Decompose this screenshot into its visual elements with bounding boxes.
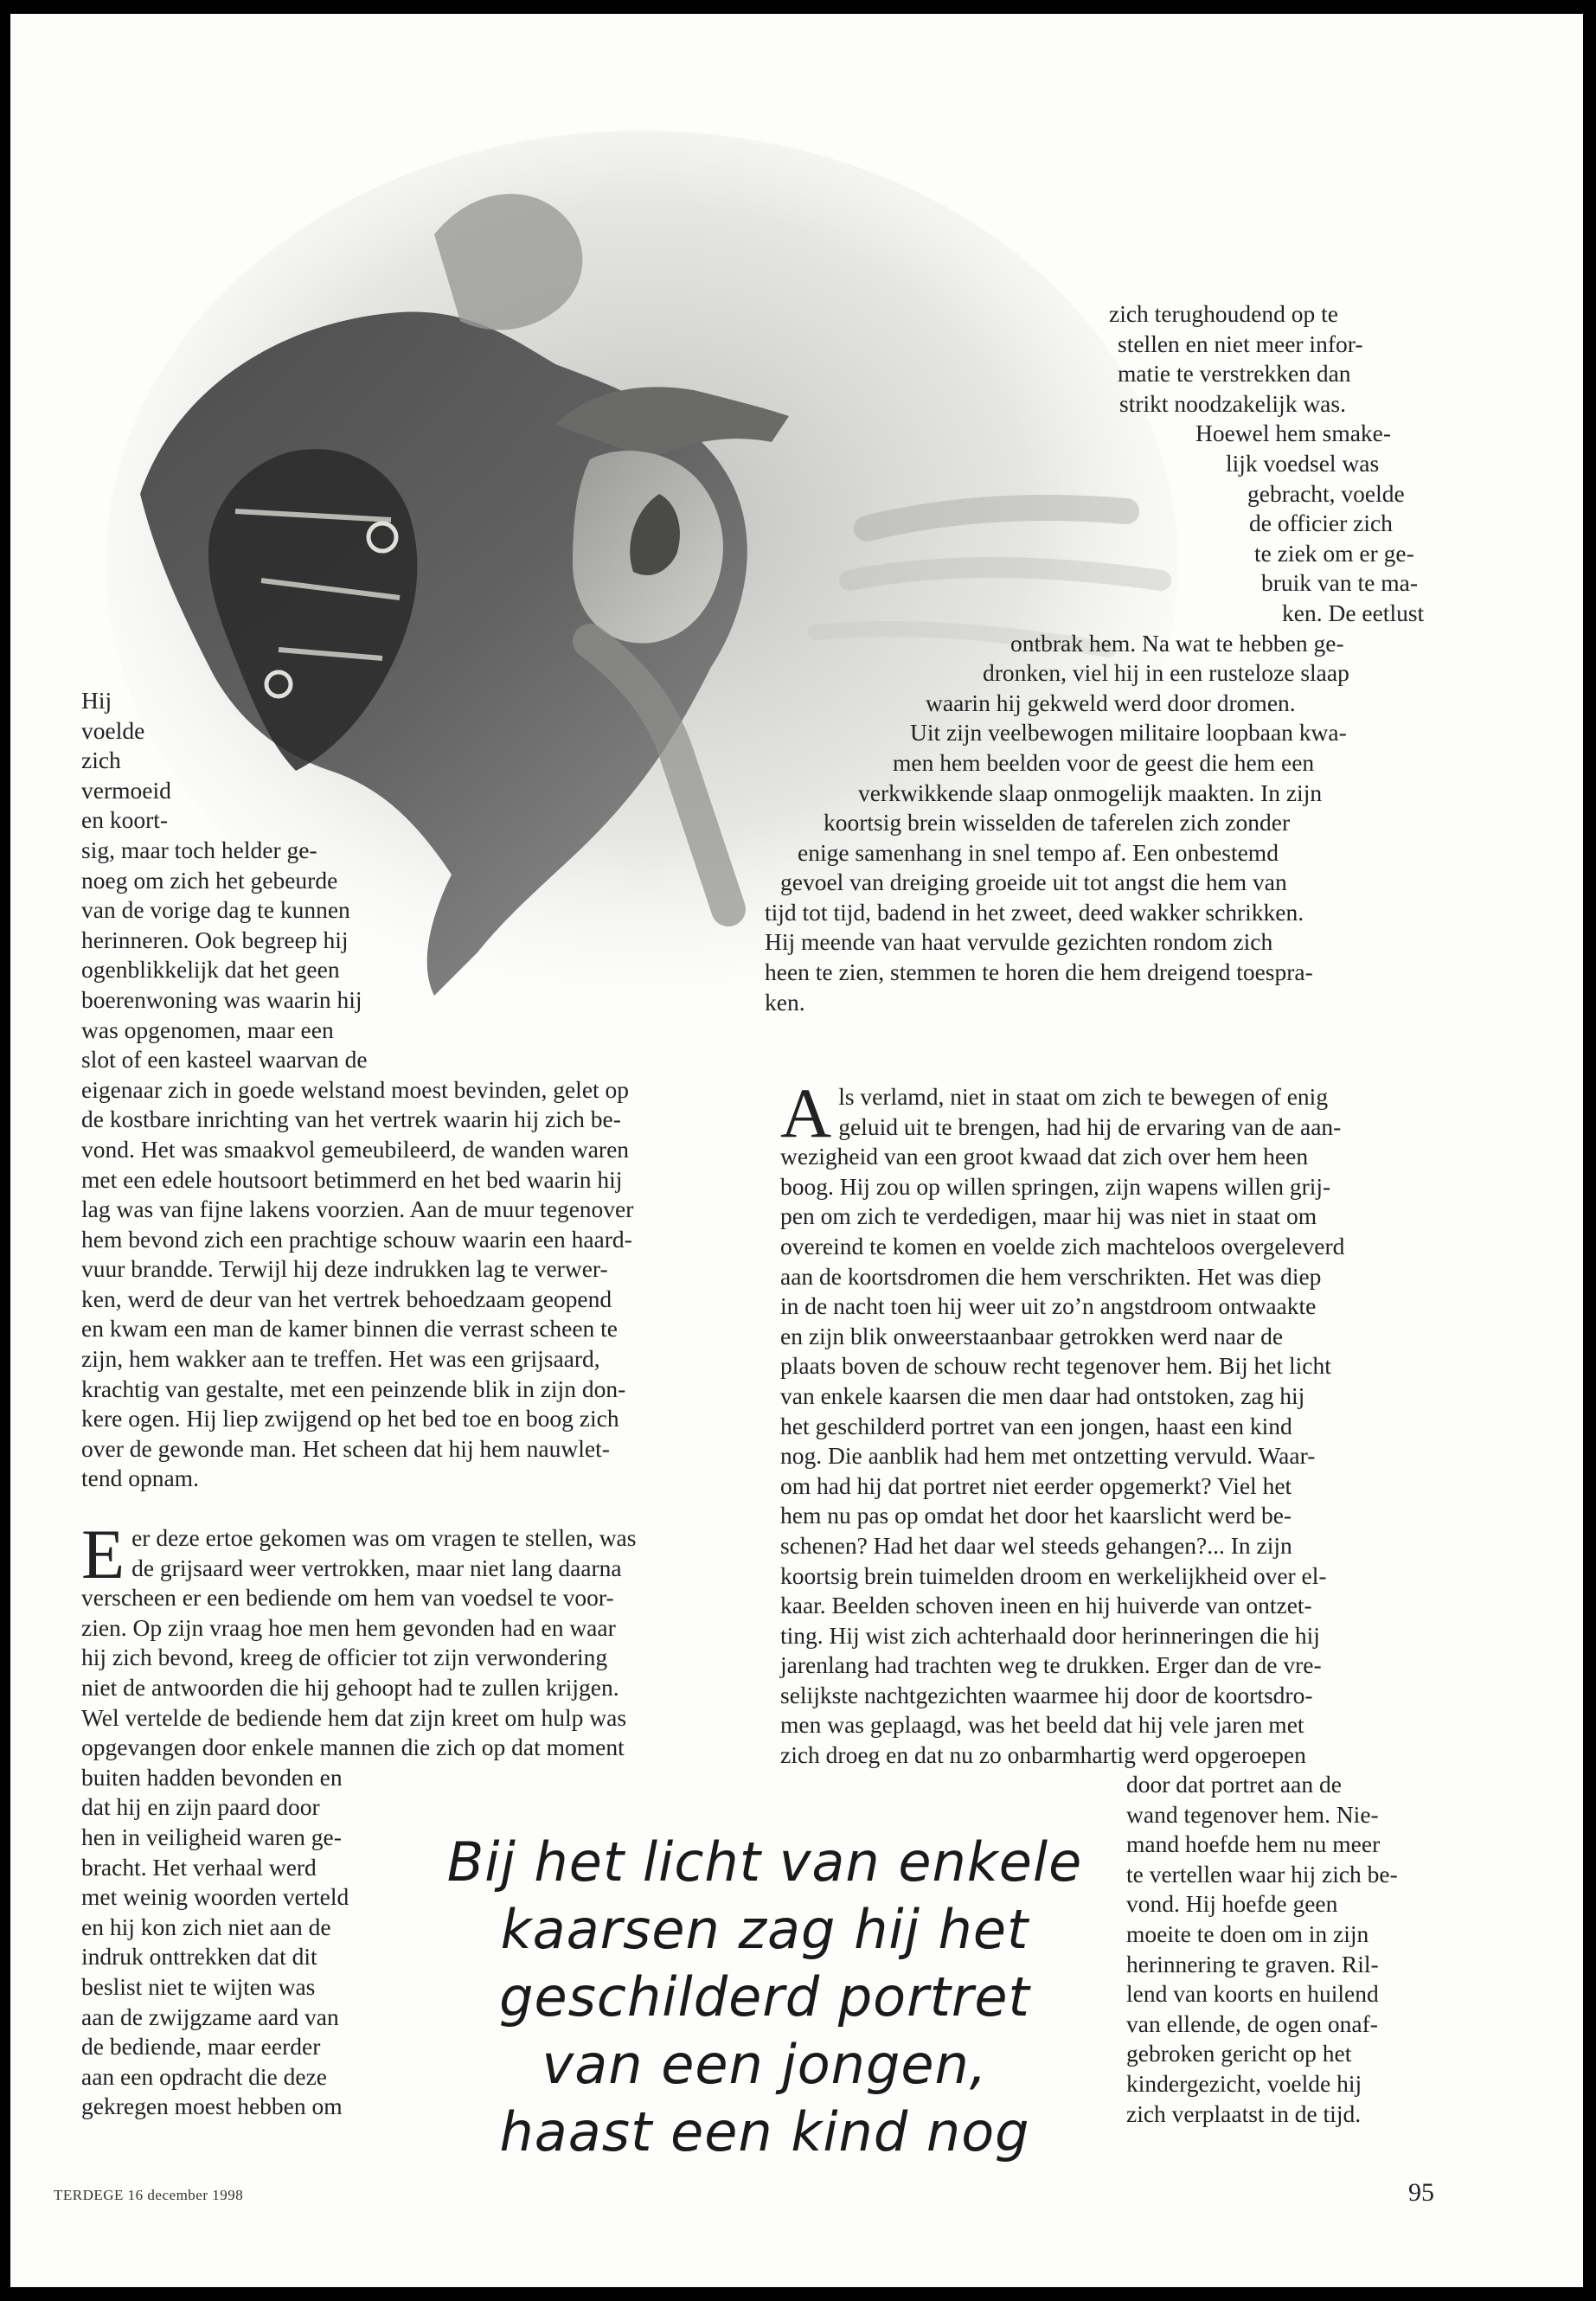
text-line: ls verlamd, niet in staat om zich te bewegen of enig [838, 1083, 1329, 1110]
text-line: heen te zien, stemmen te horen die hem dreigend toespra- [765, 958, 1313, 986]
text-line: ken, werd de deur van het vertrek behoedzaam geopend [81, 1285, 612, 1312]
text-line: gebroken gericht op het [1126, 2040, 1352, 2067]
magazine-page [10, 14, 1583, 2287]
pull-quote-line: haast een kind nog [499, 2100, 1030, 2163]
text-line: de kostbare inrichting van het vertrek waarin hij zich be- [81, 1106, 621, 1133]
text-line: door dat portret aan de [1126, 1771, 1342, 1798]
text-line: niet de antwoorden die hij gehoopt had te zullen krijgen. [81, 1674, 619, 1701]
text-line: vond. Het was smaakvol gemeubileerd, de wanden waren [81, 1135, 630, 1163]
text-line: van ellende, de ogen onaf- [1126, 2009, 1378, 2037]
text-line: zien. Op zijn vraag hoe men hem gevonden had en waar [81, 1613, 616, 1641]
text-line: Uit zijn veelbewogen militaire loopbaan kwa- [910, 719, 1347, 747]
text-line: bracht. Het verhaal werd [81, 1853, 317, 1881]
text-line: de bediende, maar eerder [81, 2033, 321, 2061]
text-line: plaats boven de schouw recht tegenover hem. Bij het licht [780, 1352, 1331, 1380]
text-line: bruik van te ma- [1261, 569, 1418, 597]
text-line: slot of een kasteel waarvan de [81, 1046, 368, 1074]
text-line: ken. De eetlust [1282, 599, 1425, 626]
text-line: selijkste nachtgezichten waarmee hij door de koortsdro- [780, 1681, 1313, 1708]
text-line: koortsig brein tuimelden droom en werkelijkheid over el- [780, 1561, 1327, 1589]
text-line: geluid uit te brengen, had hij de ervaring van de aan- [838, 1112, 1342, 1140]
article-column-right-bottom [780, 1074, 1438, 1771]
text-line: de grijsaard weer vertrokken, maar niet lang daarna [131, 1554, 622, 1581]
text-line: aan de koortsdromen die hem verschrikten. Het was diep [780, 1262, 1322, 1290]
text-line: ontbrak hem. Na wat te hebben ge- [1010, 629, 1344, 657]
text-line: aan een opdracht die deze [81, 2062, 327, 2090]
drop-cap: A [780, 1074, 832, 1152]
text-line: krachtig van gestalte, met een peinzende blik in zijn don- [81, 1375, 626, 1402]
pull-quote-line: kaarsen zag hij het [500, 1898, 1029, 1961]
text-line: lend van koorts en huilend [1126, 1980, 1379, 2008]
text-line: en koort- [81, 806, 169, 834]
text-line: hem bevond zich een prachtige schouw waarin een haard- [81, 1225, 632, 1253]
text-line: wezigheid van een groot kwaad dat zich over hem heen [780, 1143, 1309, 1170]
text-line: kindergezicht, voelde hij [1126, 2069, 1362, 2097]
text-line: Hoewel hem smake- [1195, 420, 1392, 447]
text-line: jarenlang had trachten weg te drukken. Erger dan de vre- [780, 1651, 1322, 1679]
text-line: dat hij en zijn paard door [81, 1793, 320, 1821]
text-line: enige samenhang in snel tempo af. Een onbestemd [798, 838, 1279, 866]
text-line: er deze ertoe gekomen was om vragen te stellen, was [131, 1524, 637, 1552]
text-line: aan de zwijgzame aard van [81, 2003, 339, 2030]
pull-quote [419, 1829, 1111, 2166]
text-line: zich verplaatst in de tijd. [1126, 2099, 1362, 2127]
text-line: schenen? Had het daar wel steeds gehangen?... In zijn [780, 1531, 1292, 1559]
text-line: gekregen moest hebben om [81, 2093, 343, 2120]
text-line: kere ogen. Hij liep zwijgend op het bed toe en boog zich [81, 1405, 619, 1433]
text-line: de officier zich [1249, 510, 1393, 537]
text-line: en hij kon zich niet aan de [81, 1913, 331, 1940]
text-line: en kwam een man de kamer binnen die verrast scheen te [81, 1315, 619, 1343]
article-column-right-top [765, 299, 1481, 1017]
article-column-right-narrow [1126, 1770, 1472, 2129]
text-line: tend opnam. [81, 1465, 199, 1492]
text-line: nog. Die aanblik had hem met ontzetting vervuld. Waar- [780, 1442, 1316, 1470]
text-line: om had hij dat portret niet eerder opgemerkt? Viel het [780, 1471, 1292, 1499]
text-line: ting. Hij wist zich achterhaald door herinneringen die hij [780, 1621, 1320, 1649]
text-line: dronken, viel hij in een rusteloze slaap [983, 659, 1349, 687]
text-line: ken. [765, 988, 805, 1016]
text-line: matie te verstrekken dan [1118, 360, 1351, 388]
text-line: men was geplaagd, was het beeld dat hij vele jaren met [780, 1711, 1304, 1739]
text-line: lijk voedsel was [1226, 449, 1380, 477]
text-line: was opgenomen, maar een [81, 1016, 334, 1043]
publication-footer: TERDEGE 16 december 1998 [54, 2187, 244, 2203]
text-line: zich terughoudend op te [1109, 300, 1338, 327]
text-line: zich droeg en dat nu zo onbarmhartig werd opgeroepen [780, 1741, 1306, 1769]
text-line: pen om zich te verdedigen, maar hij was niet in staat om [780, 1202, 1317, 1230]
text-line: noeg om zich het gebeurde [81, 866, 338, 894]
text-line: Hij meende van haat vervulde gezichten rondom zich [765, 928, 1273, 956]
pull-quote-line: geschilderd portret [499, 1965, 1030, 2029]
paragraph-gap [81, 1494, 756, 1523]
text-line: mand hoefde hem nu meer [1126, 1830, 1381, 1858]
text-line: koortsig brein wisselden de taferelen zich zonder [824, 809, 1291, 836]
text-line: en zijn blik onweerstaanbaar getrokken werd naar de [780, 1322, 1284, 1349]
text-line: vuur brandde. Terwijl hij deze indrukken lag te verwer- [81, 1255, 608, 1283]
text-line: moeite te doen om in zijn [1126, 1920, 1369, 1947]
text-line: sig, maar toch helder ge- [81, 836, 317, 863]
text-line: van enkele kaarsen die men daar had ontstoken, zag hij [780, 1381, 1305, 1409]
text-line: lag was van fijne lakens voorzien. Aan de muur tegenover [81, 1195, 634, 1223]
text-line: herinneren. Ook begreep hij [81, 926, 349, 953]
text-line: boog. Hij zou op willen springen, zijn wapens willen grij- [780, 1172, 1331, 1200]
text-line: in de nacht toen hij weer uit zo’n angstdroom ontwaakte [780, 1292, 1317, 1320]
text-line: zich [81, 747, 121, 774]
text-line: verkwikkende slaap onmogelijk maakten. In zijn [858, 779, 1323, 806]
text-line: van de vorige dag te kunnen [81, 896, 350, 924]
drop-cap: E [81, 1515, 125, 1594]
text-line: zijn, hem wakker aan te treffen. Het was een grijsaard, [81, 1345, 600, 1373]
text-line: met weinig woorden verteld [81, 1883, 349, 1911]
text-line: over de gewonde man. Het scheen dat hij hem nauwlet- [81, 1434, 610, 1462]
text-line: hij zich bevond, kreeg de officier tot zijn verwondering [81, 1644, 608, 1671]
pull-quote-line: van een jongen, [542, 2033, 988, 2096]
page-number: 95 [1408, 2178, 1434, 2207]
text-line: buiten hadden bevonden en [81, 1763, 343, 1791]
text-line: te ziek om er ge- [1254, 539, 1414, 567]
text-line: hem nu pas op omdat het door het kaarslicht werd be- [780, 1502, 1292, 1529]
text-line: beslist niet te wijten was [81, 1972, 316, 2000]
text-line: gebracht, voelde [1247, 479, 1405, 507]
text-line: boerenwoning was waarin hij [81, 985, 362, 1013]
text-line: wand tegenover hem. Nie- [1126, 1800, 1379, 1828]
text-line: ogenblikkelijk dat het geen [81, 956, 340, 984]
text-line: waarin hij gekweld werd door dromen. [926, 689, 1296, 716]
text-line: vermoeid [81, 776, 171, 804]
text-line: vond. Hij hoefde geen [1126, 1890, 1338, 1918]
text-line: Wel vertelde de bediende hem dat zijn kreet om hulp was [81, 1703, 627, 1731]
text-line: kaar. Beelden schoven ineen en hij huiverde van ontzet- [780, 1592, 1312, 1619]
text-line: met een edele houtsoort betimmerd en het bed waarin hij [81, 1165, 623, 1193]
text-line: tijd tot tijd, badend in het zweet, deed wakker schrikken. [765, 898, 1304, 926]
text-line: te vertellen waar hij zich be- [1126, 1860, 1398, 1888]
text-line: hen in veiligheid waren ge- [81, 1823, 342, 1850]
pull-quote-line: Bij het licht van enkele [446, 1830, 1083, 1894]
text-line: herinnering te graven. Ril- [1126, 1950, 1379, 1977]
text-line: verscheen er een bediende om hem van voedsel te voor- [81, 1584, 614, 1612]
text-line: overeind te komen en voelde zich machteloos overgeleverd [780, 1232, 1345, 1259]
text-line: stellen en niet meer infor- [1118, 330, 1363, 357]
text-line: Hij [81, 687, 112, 714]
text-line: voelde [81, 716, 145, 744]
text-line: strikt noodzakelijk was. [1119, 389, 1346, 417]
text-line: het geschilderd portret van een jongen, haast een kind [780, 1412, 1292, 1439]
text-line: opgevangen door enkele mannen die zich op dat moment [81, 1734, 625, 1761]
text-line: men hem beelden voor de geest die hem een [893, 748, 1315, 776]
text-line: gevoel van dreiging groeide uit tot angst die hem van [780, 868, 1287, 896]
text-line: indruk onttrekken dat dit [81, 1943, 317, 1971]
text-line: eigenaar zich in goede welstand moest bevinden, gelet op [81, 1075, 630, 1103]
